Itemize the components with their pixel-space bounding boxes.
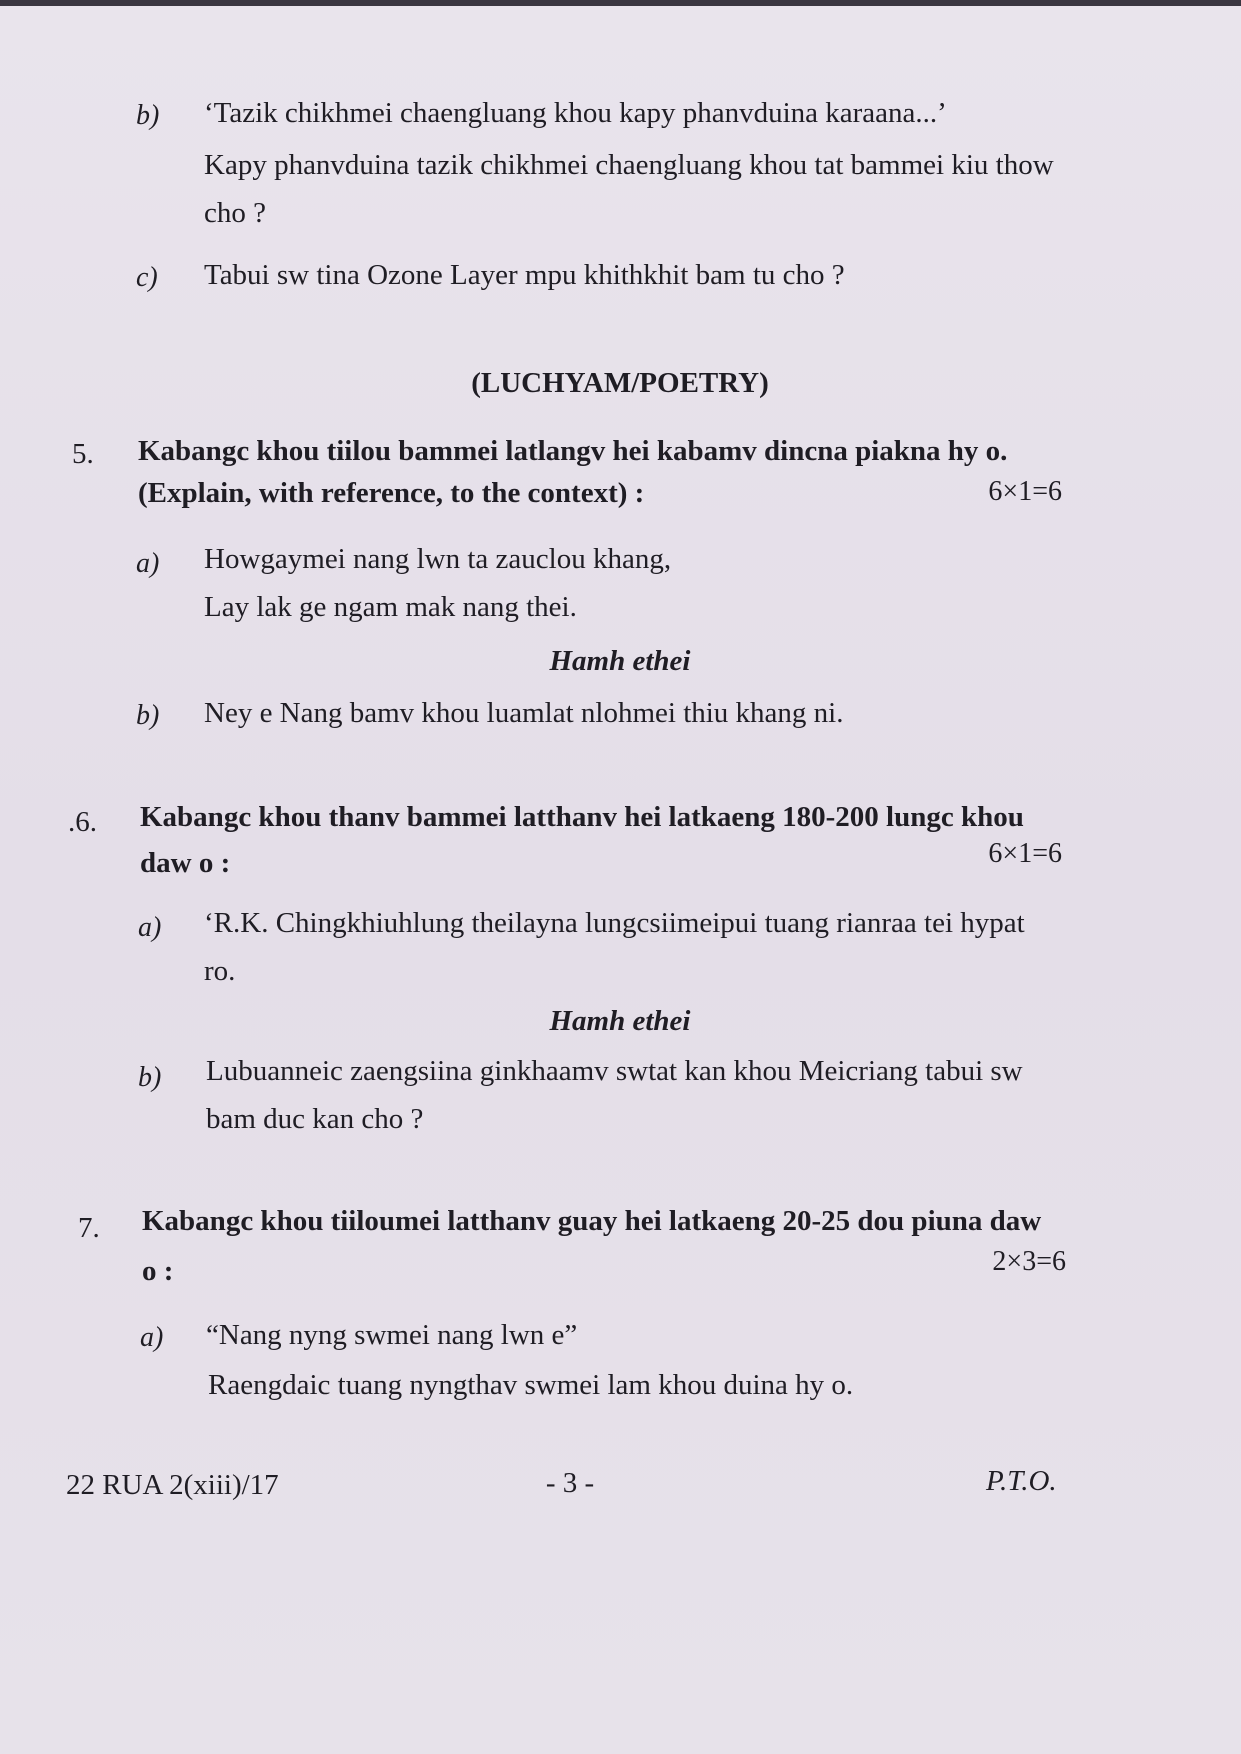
q7-a-line2: Raengdaic tuang nyngthav swmei lam khou duina hy o. <box>208 1369 854 1401</box>
q5-a-line1: Howgaymei nang lwn ta zauclou khang, <box>204 543 672 575</box>
q6-or-separator: Hamh ethei <box>549 1005 691 1037</box>
q5-b-line1: Ney e Nang bamv khou luamlat nlohmei thiu khang ni. <box>204 697 844 729</box>
q6-line2: daw o : <box>140 847 231 879</box>
q7-marks: 2×3=6 <box>992 1246 1066 1277</box>
q7-a-label: a) <box>140 1322 164 1353</box>
q5-line2: (Explain, with reference, to the context) : <box>138 477 645 509</box>
q4-c-label: c) <box>136 262 158 293</box>
q5-or-separator: Hamh ethei <box>549 645 691 677</box>
q5-number: 5. <box>72 438 94 470</box>
q7-a-line1: “Nang nyng swmei nang lwn e” <box>206 1319 578 1351</box>
q6-marks: 6×1=6 <box>988 838 1062 869</box>
q5-b-label: b) <box>136 700 160 731</box>
q5-marks: 6×1=6 <box>988 476 1062 507</box>
section-title: (LUCHYAM/POETRY) <box>471 367 769 399</box>
q6-a-line1: ‘R.K. Chingkhiuhlung theilayna lungcsiimeipui tuang rianraa tei hypat <box>204 907 1025 939</box>
q6-a-line2: ro. <box>204 955 236 987</box>
q7-number: 7. <box>78 1212 100 1244</box>
q4-b-label: b) <box>136 100 160 131</box>
q7-line2: o : <box>142 1255 174 1287</box>
q6-line1: Kabangc khou thanv bammei latthanv hei latkaeng 180-200 lungc khou <box>140 801 1024 833</box>
q7-line1: Kabangc khou tiiloumei latthanv guay hei latkaeng 20-25 dou piuna daw <box>142 1205 1042 1237</box>
footer-pto: P.T.O. <box>986 1465 1057 1497</box>
q6-b-line2: bam duc kan cho ? <box>206 1103 424 1135</box>
q5-a-label: a) <box>136 548 160 579</box>
q6-b-label: b) <box>138 1062 162 1093</box>
q4-c-line1: Tabui sw tina Ozone Layer mpu khithkhit bam tu cho ? <box>204 259 845 291</box>
top-edge-rule <box>0 0 1241 6</box>
footer-page-number: - 3 - <box>545 1467 595 1499</box>
q6-number: .6. <box>68 806 97 838</box>
q4-b-line3: cho ? <box>204 197 266 229</box>
footer-paper-code: 22 RUA 2(xiii)/17 <box>66 1469 279 1501</box>
q6-a-label: a) <box>138 912 162 943</box>
q4-b-line2: Kapy phanvduina tazik chikhmei chaengluang khou tat bammei kiu thow <box>204 149 1054 181</box>
q6-b-line1: Lubuanneic zaengsiina ginkhaamv swtat kan khou Meicriang tabui sw <box>206 1055 1023 1087</box>
q5-line1: Kabangc khou tiilou bammei latlangv hei kabamv dincna piakna hy o. <box>138 435 1008 467</box>
q4-b-line1: ‘Tazik chikhmei chaengluang khou kapy phanvduina karaana...’ <box>204 97 947 129</box>
q5-a-line2: Lay lak ge ngam mak nang thei. <box>204 591 577 623</box>
